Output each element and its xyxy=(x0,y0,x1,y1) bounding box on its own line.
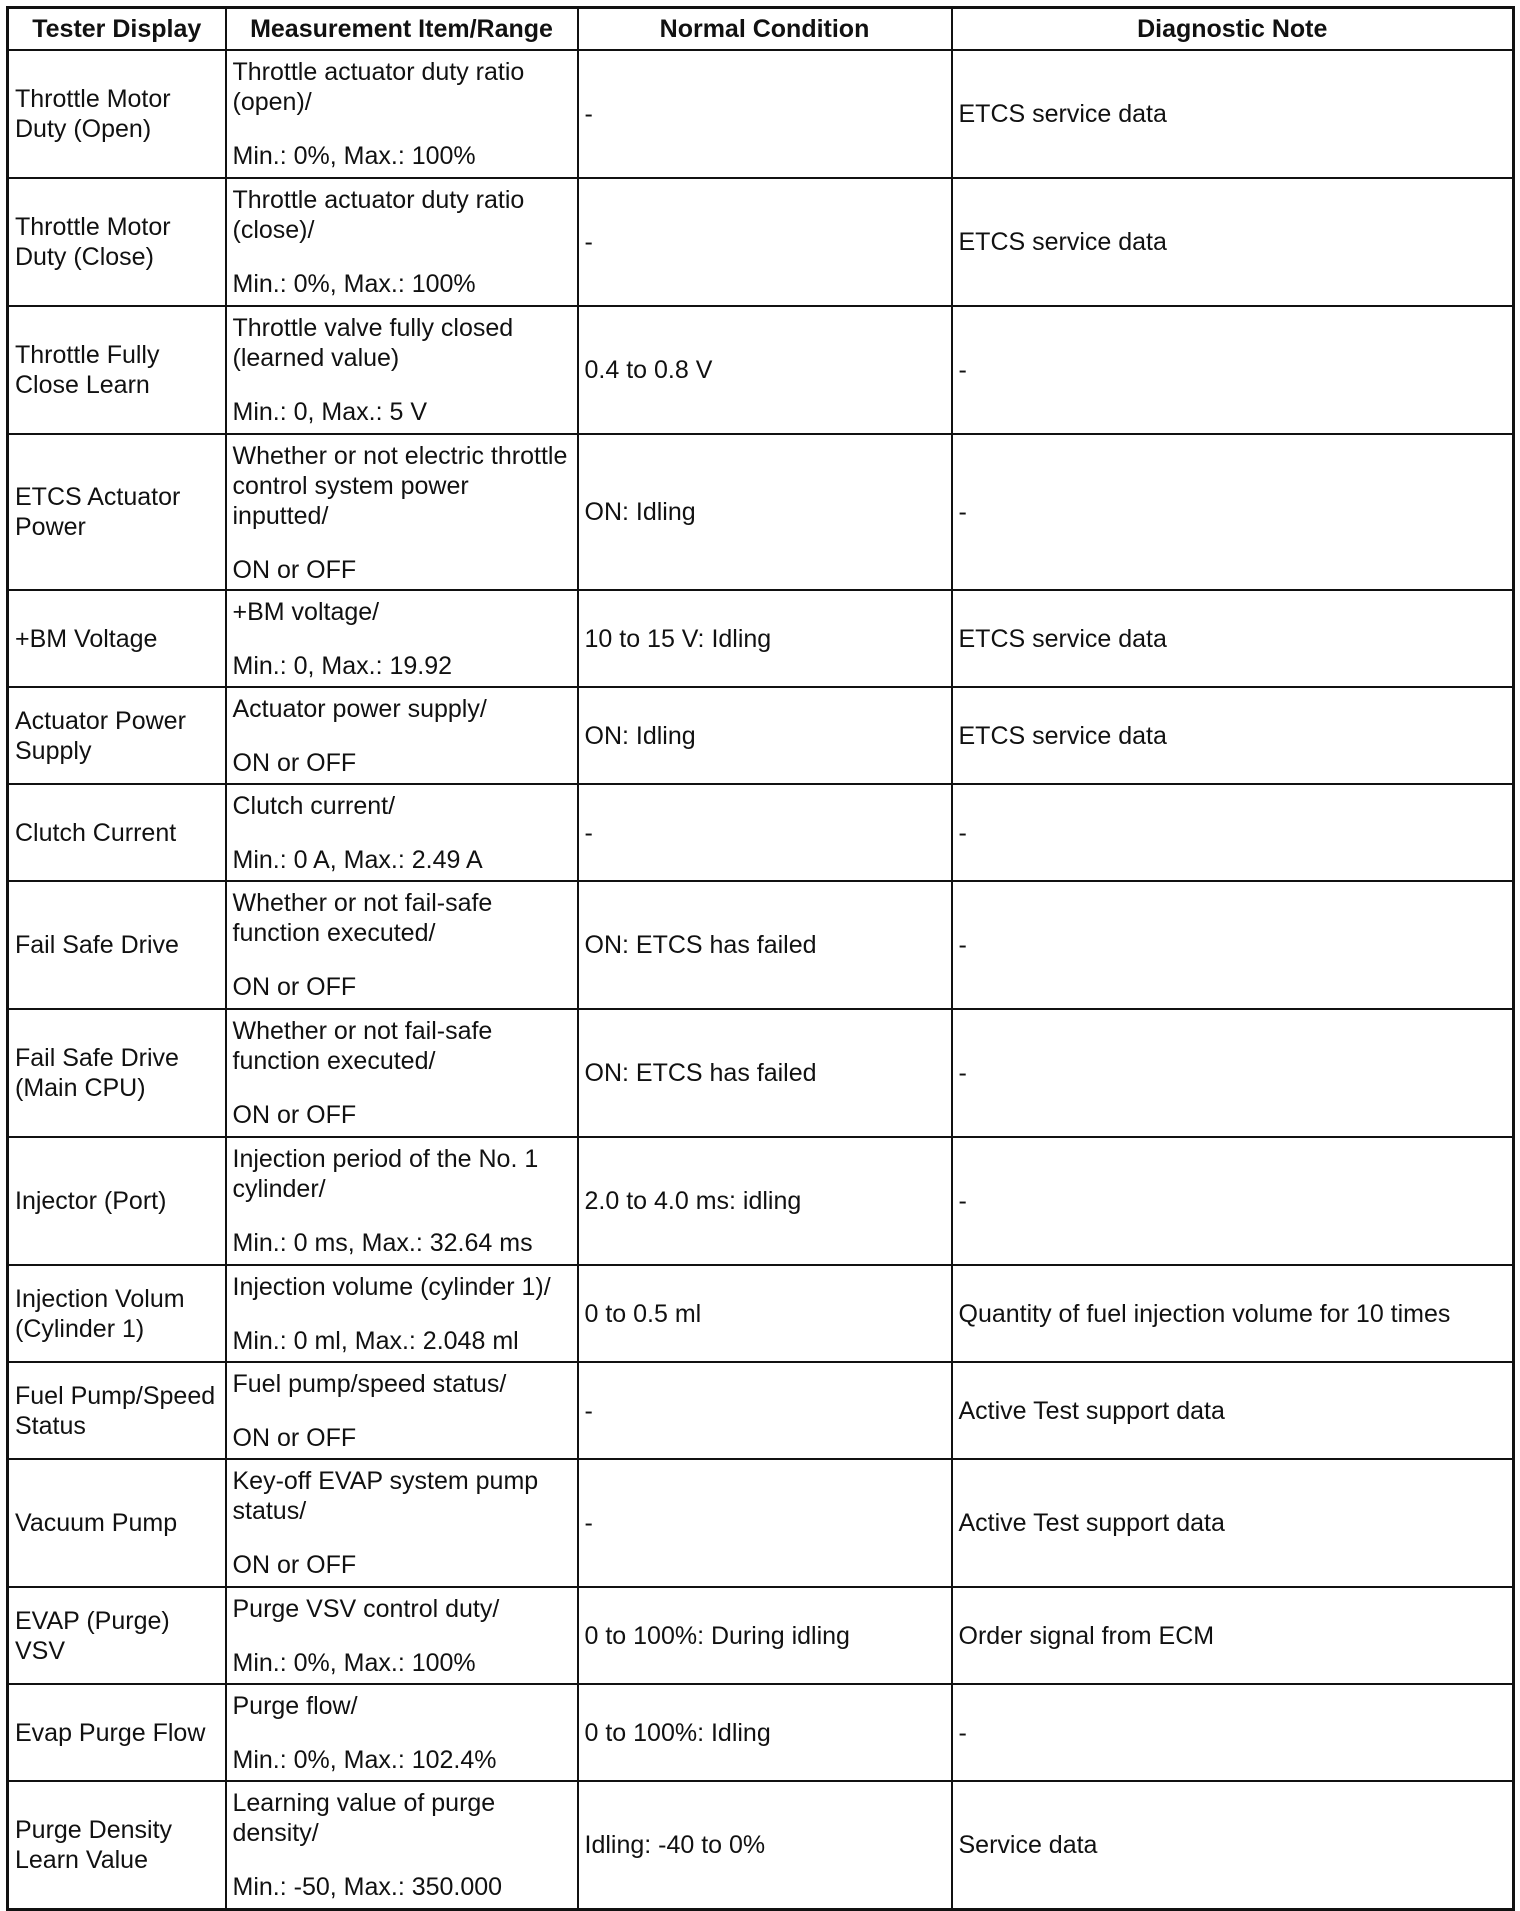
normal-condition-cell: 0 to 100%: During idling xyxy=(578,1587,952,1684)
measurement-item-cell xyxy=(226,881,578,1009)
measurement-item-text: Purge VSV control duty/ xyxy=(232,1595,500,1623)
normal-condition-cell: - xyxy=(578,1362,952,1459)
table-row xyxy=(8,784,1514,881)
measurement-item-text: Clutch current/ xyxy=(232,792,396,820)
measurement-item-cell xyxy=(226,1781,578,1909)
diagnostic-note-cell: - xyxy=(952,784,1514,881)
measurement-range-text: Min.: 0 ms, Max.: 32.64 ms xyxy=(232,1229,533,1257)
measurement-item-cell xyxy=(226,1587,578,1684)
normal-condition-cell: - xyxy=(578,178,952,306)
tester-display-cell: Actuator Power Supply xyxy=(8,687,226,784)
measurement-range-text: ON or OFF xyxy=(232,1424,357,1452)
measurement-item-cell xyxy=(226,434,578,590)
normal-condition-cell: Idling: -40 to 0% xyxy=(578,1781,952,1909)
table-row xyxy=(8,50,1514,178)
diagnostic-note-cell: ETCS service data xyxy=(952,178,1514,306)
table-row xyxy=(8,687,1514,784)
diagnostic-note-cell: Order signal from ECM xyxy=(952,1587,1514,1684)
measurement-range-text: Min.: 0%, Max.: 100% xyxy=(232,270,476,298)
tester-display-cell: Purge Density Learn Value xyxy=(8,1781,226,1909)
tester-display-cell: Evap Purge Flow xyxy=(8,1684,226,1781)
measurement-item-text: Injection volume (cylinder 1)/ xyxy=(232,1273,551,1301)
measurement-range-text: ON or OFF xyxy=(232,749,357,777)
normal-condition-cell: 10 to 15 V: Idling xyxy=(578,590,952,687)
measurement-item-text: Fuel pump/speed status/ xyxy=(232,1370,507,1398)
measurement-range-text: ON or OFF xyxy=(232,1101,357,1129)
diagnostic-note-cell: ETCS service data xyxy=(952,590,1514,687)
table-row xyxy=(8,1587,1514,1684)
measurement-range-text: Min.: 0%, Max.: 102.4% xyxy=(232,1746,497,1774)
normal-condition-cell: ON: Idling xyxy=(578,687,952,784)
measurement-item-cell xyxy=(226,1009,578,1137)
table-row xyxy=(8,1781,1514,1909)
normal-condition-cell: 0 to 0.5 ml xyxy=(578,1265,952,1362)
header-diagnostic-note: Diagnostic Note xyxy=(952,8,1514,51)
table-row xyxy=(8,590,1514,687)
measurement-range-text: Min.: -50, Max.: 350.000 xyxy=(232,1873,503,1901)
diagnostic-data-table xyxy=(6,6,1515,1911)
normal-condition-cell: - xyxy=(578,1459,952,1587)
measurement-item-text: Whether or not fail-safe function executed/ xyxy=(232,889,493,947)
header-row xyxy=(8,8,1514,51)
header-normal-condition: Normal Condition xyxy=(578,8,952,51)
measurement-range-text: ON or OFF xyxy=(232,556,357,584)
tester-display-cell: Vacuum Pump xyxy=(8,1459,226,1587)
normal-condition-cell: ON: Idling xyxy=(578,434,952,590)
table-header xyxy=(8,8,1514,51)
measurement-item-cell xyxy=(226,687,578,784)
table-row xyxy=(8,1265,1514,1362)
table-row xyxy=(8,1009,1514,1137)
table-row xyxy=(8,306,1514,434)
table-row xyxy=(8,178,1514,306)
normal-condition-cell: - xyxy=(578,784,952,881)
diagnostic-note-cell: Active Test support data xyxy=(952,1459,1514,1587)
table-row xyxy=(8,1459,1514,1587)
measurement-range-text: Min.: 0%, Max.: 100% xyxy=(232,142,476,170)
diagnostic-note-cell: - xyxy=(952,306,1514,434)
table-body xyxy=(8,50,1514,1909)
tester-display-cell: Throttle Fully Close Learn xyxy=(8,306,226,434)
tester-display-cell: Throttle Motor Duty (Open) xyxy=(8,50,226,178)
measurement-range-text: ON or OFF xyxy=(232,1551,357,1579)
measurement-range-text: ON or OFF xyxy=(232,973,357,1001)
measurement-range-text: Min.: 0 A, Max.: 2.49 A xyxy=(232,846,483,874)
diagnostic-note-cell: - xyxy=(952,1684,1514,1781)
measurement-item-cell xyxy=(226,1362,578,1459)
table-row xyxy=(8,1684,1514,1781)
table-row xyxy=(8,1137,1514,1265)
diagnostic-note-cell: ETCS service data xyxy=(952,50,1514,178)
normal-condition-cell: 0.4 to 0.8 V xyxy=(578,306,952,434)
header-tester-display: Tester Display xyxy=(8,8,226,51)
measurement-item-text: +BM voltage/ xyxy=(232,598,380,626)
measurement-item-cell xyxy=(226,1459,578,1587)
diagnostic-note-cell: ETCS service data xyxy=(952,687,1514,784)
diagnostic-note-cell: - xyxy=(952,434,1514,590)
measurement-item-text: Throttle actuator duty ratio (open)/ xyxy=(232,58,525,116)
table-row xyxy=(8,881,1514,1009)
tester-display-cell: Throttle Motor Duty (Close) xyxy=(8,178,226,306)
diagnostic-note-cell: Service data xyxy=(952,1781,1514,1909)
diagnostic-note-cell: - xyxy=(952,1137,1514,1265)
measurement-item-cell xyxy=(226,178,578,306)
measurement-range-text: Min.: 0, Max.: 5 V xyxy=(232,398,428,426)
header-measurement-item: Measurement Item/Range xyxy=(226,8,578,51)
measurement-range-text: Min.: 0%, Max.: 100% xyxy=(232,1649,476,1677)
measurement-item-text: Purge flow/ xyxy=(232,1692,358,1720)
normal-condition-cell: ON: ETCS has failed xyxy=(578,1009,952,1137)
measurement-item-cell xyxy=(226,1684,578,1781)
normal-condition-cell: 0 to 100%: Idling xyxy=(578,1684,952,1781)
tester-display-cell: Injection Volum (Cylinder 1) xyxy=(8,1265,226,1362)
measurement-item-text: Key-off EVAP system pump status/ xyxy=(232,1467,539,1525)
measurement-item-cell xyxy=(226,590,578,687)
diagnostic-note-cell: - xyxy=(952,881,1514,1009)
diagnostic-note-cell: - xyxy=(952,1009,1514,1137)
tester-display-cell: +BM Voltage xyxy=(8,590,226,687)
measurement-item-text: Throttle actuator duty ratio (close)/ xyxy=(232,186,525,244)
measurement-item-cell xyxy=(226,1137,578,1265)
tester-display-cell: Injector (Port) xyxy=(8,1137,226,1265)
table-row xyxy=(8,434,1514,590)
measurement-range-text: Min.: 0, Max.: 19.92 xyxy=(232,652,453,680)
normal-condition-cell: 2.0 to 4.0 ms: idling xyxy=(578,1137,952,1265)
table-row xyxy=(8,1362,1514,1459)
tester-display-cell: EVAP (Purge) VSV xyxy=(8,1587,226,1684)
measurement-item-text: Whether or not fail-safe function executed/ xyxy=(232,1017,493,1075)
measurement-item-cell xyxy=(226,784,578,881)
measurement-item-text: Whether or not electric throttle control system power inputted/ xyxy=(232,442,568,530)
diagnostic-note-cell: Active Test support data xyxy=(952,1362,1514,1459)
tester-display-cell: Clutch Current xyxy=(8,784,226,881)
measurement-item-cell xyxy=(226,50,578,178)
tester-display-cell: Fail Safe Drive (Main CPU) xyxy=(8,1009,226,1137)
measurement-item-text: Throttle valve fully closed (learned value) xyxy=(232,314,514,372)
measurement-item-cell xyxy=(226,1265,578,1362)
measurement-item-cell xyxy=(226,306,578,434)
measurement-item-text: Injection period of the No. 1 cylinder/ xyxy=(232,1145,539,1203)
normal-condition-cell: ON: ETCS has failed xyxy=(578,881,952,1009)
measurement-range-text: Min.: 0 ml, Max.: 2.048 ml xyxy=(232,1327,519,1355)
tester-display-cell: Fuel Pump/Speed Status xyxy=(8,1362,226,1459)
measurement-item-text: Actuator power supply/ xyxy=(232,695,487,723)
tester-display-cell: Fail Safe Drive xyxy=(8,881,226,1009)
diagnostic-note-cell: Quantity of fuel injection volume for 10 times xyxy=(952,1265,1514,1362)
measurement-item-text: Learning value of purge density/ xyxy=(232,1789,496,1847)
tester-display-cell: ETCS Actuator Power xyxy=(8,434,226,590)
normal-condition-cell: - xyxy=(578,50,952,178)
